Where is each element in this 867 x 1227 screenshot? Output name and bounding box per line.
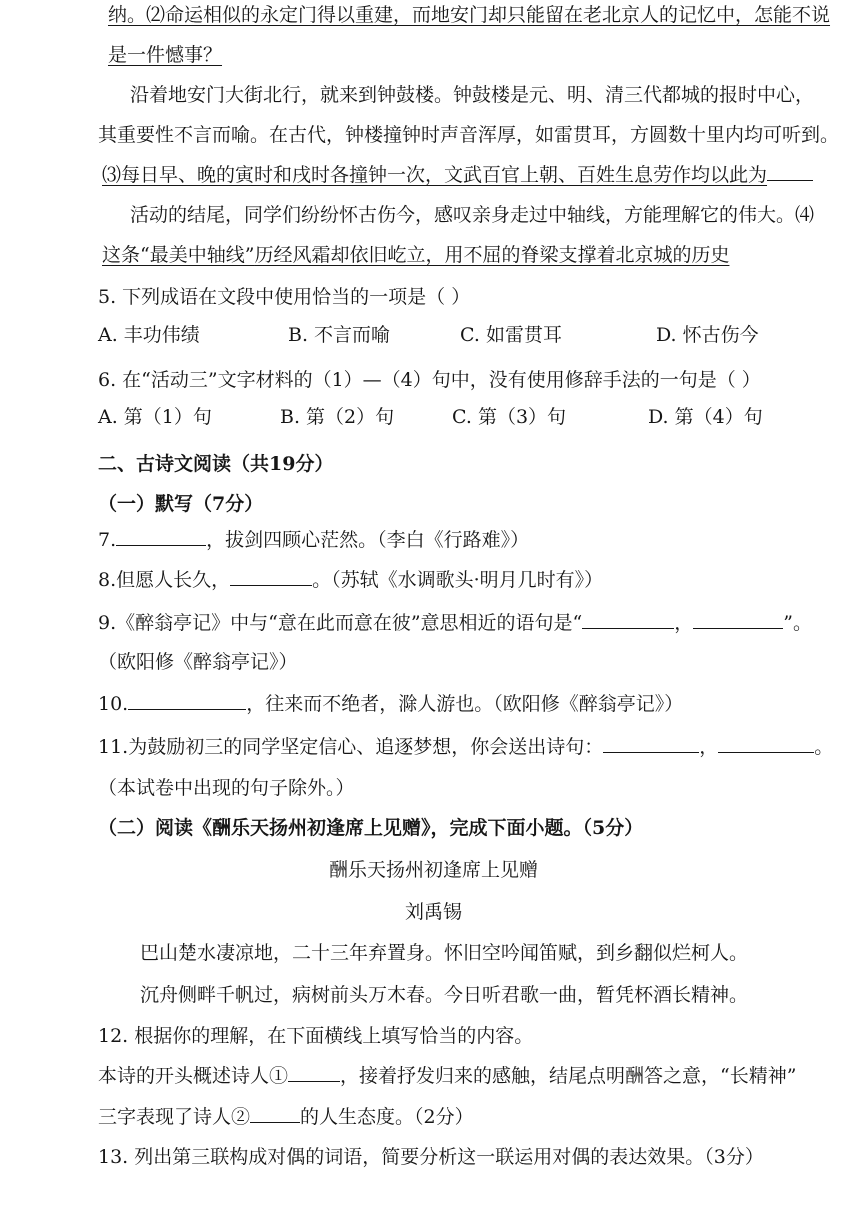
question-9-source: （欧阳修《醉翁亭记》） [98, 651, 298, 673]
answer-blank[interactable] [718, 734, 814, 753]
question-text: ， [699, 736, 719, 758]
option-a[interactable]: A. 丰功伟绩 [98, 324, 200, 346]
answer-blank[interactable] [288, 1063, 340, 1082]
question-10 [98, 691, 683, 717]
question-text: 8.但愿人长久， [98, 569, 231, 591]
answer-blank[interactable] [128, 691, 246, 710]
question-text: 三字表现了诗人② [98, 1106, 251, 1128]
passage-text: 这条“最美中轴线” [102, 244, 255, 266]
question-8 [98, 567, 603, 593]
question-text: 的人生态度。（2分） [300, 1106, 474, 1128]
section-title: 二、古诗文阅读（共19分） [98, 453, 334, 475]
question-number: 7. [98, 529, 117, 551]
question-11 [98, 734, 833, 760]
passage-text: ⑶每日早、晚的寅时和戌时各撞钟一次，文武百官上朝、百姓生息劳作均以此为 [102, 164, 768, 186]
question-text: ，往来而不绝者，滁人游也。（欧阳修《醉翁亭记》） [246, 693, 684, 715]
question-11-note: （本试卷中出现的句子除外。） [98, 777, 355, 799]
passage-text: 历经风霜却依旧屹立，用不屈的脊梁支撑着北京城的历史 [254, 244, 730, 266]
question-text: 9.《醉翁亭记》中与“意在此而意在彼”意思相近的语句是“ [98, 612, 583, 634]
answer-blank[interactable] [582, 610, 674, 629]
question-number: 10. [98, 693, 129, 715]
passage-line [102, 162, 813, 188]
passage-line: 是一件憾事？ [108, 44, 223, 66]
question-12-line [98, 1063, 796, 1089]
option-d[interactable]: D. 第（4）句 [648, 406, 763, 428]
subsection-title: （二）阅读《酬乐天扬州初逢席上见赠》，完成下面小题。（5分） [98, 817, 644, 839]
answer-blank[interactable] [603, 734, 699, 753]
answer-blank[interactable] [693, 610, 783, 629]
option-d[interactable]: D. 怀古伤今 [656, 324, 759, 346]
passage-line: 沿着地安门大街北行，就来到钟鼓楼。钟鼓楼是元、明、清三代都城的报时中心， [130, 84, 815, 106]
question-5-stem: 5. 下列成语在文段中使用恰当的一项是（ ） [98, 286, 471, 308]
answer-blank[interactable] [767, 162, 813, 181]
poem-line: 巴山楚水凄凉地，二十三年弃置身。怀旧空吟闻笛赋，到乡翻似烂柯人。 [140, 942, 749, 964]
poem-title: 酬乐天扬州初逢席上见赠 [328, 859, 538, 881]
question-12-stem: 12. 根据你的理解，在下面横线上填写恰当的内容。 [98, 1025, 534, 1047]
option-b[interactable]: B. 不言而喻 [288, 324, 391, 346]
passage-line: 其重要性不言而喻。在古代，钟楼撞钟时声音浑厚，如雷贯耳，方圆数十里内均可听到。 [98, 124, 840, 146]
question-text: ，拔剑四顾心茫然。（李白《行路难》） [206, 529, 530, 551]
answer-blank[interactable] [230, 567, 312, 586]
question-text: ， [674, 612, 694, 634]
option-c[interactable]: C. 第（3）句 [452, 406, 567, 428]
answer-blank[interactable] [250, 1104, 300, 1123]
subsection-title: （一）默写（7分） [98, 493, 264, 515]
question-7 [98, 527, 529, 553]
passage-line: 活动的结尾，同学们纷纷怀古伤今，感叹亲身走过中轴线，方能理解它的伟大。⑷ [130, 204, 815, 226]
question-13-stem: 13. 列出第三联构成对偶的词语，简要分析这一联运用对偶的表达效果。（3分） [98, 1146, 764, 1168]
question-12-line [98, 1104, 474, 1130]
option-c[interactable]: C. 如雷贯耳 [460, 324, 562, 346]
option-a[interactable]: A. 第（1）句 [98, 406, 212, 428]
question-text: 。（苏轼《水调歌头·明月几时有》） [312, 569, 604, 591]
passage-line: 纳。⑵命运相似的永定门得以重建，而地安门却只能留在老北京人的记忆中，怎能不说 [108, 4, 831, 26]
question-text: ”。 [783, 612, 813, 634]
option-b[interactable]: B. 第（2）句 [280, 406, 395, 428]
question-text: ，接着抒发归来的感触，结尾点明酬答之意，“长精神” [340, 1065, 797, 1087]
question-text: 。 [814, 736, 834, 758]
answer-blank[interactable] [116, 527, 206, 546]
question-6-stem: 6. 在“活动三”文字材料的（1）—（4）句中，没有使用修辞手法的一句是（ ） [98, 369, 761, 391]
poem-author: 刘禹锡 [404, 901, 462, 923]
question-9 [98, 610, 812, 636]
poem-line: 沉舟侧畔千帆过，病树前头万木春。今日听君歌一曲，暂凭杯酒长精神。 [140, 984, 749, 1006]
question-text: 本诗的开头概述诗人① [98, 1065, 289, 1087]
question-text: 11.为鼓励初三的同学坚定信心、追逐梦想，你会送出诗句： [98, 736, 604, 758]
passage-line [102, 242, 729, 268]
